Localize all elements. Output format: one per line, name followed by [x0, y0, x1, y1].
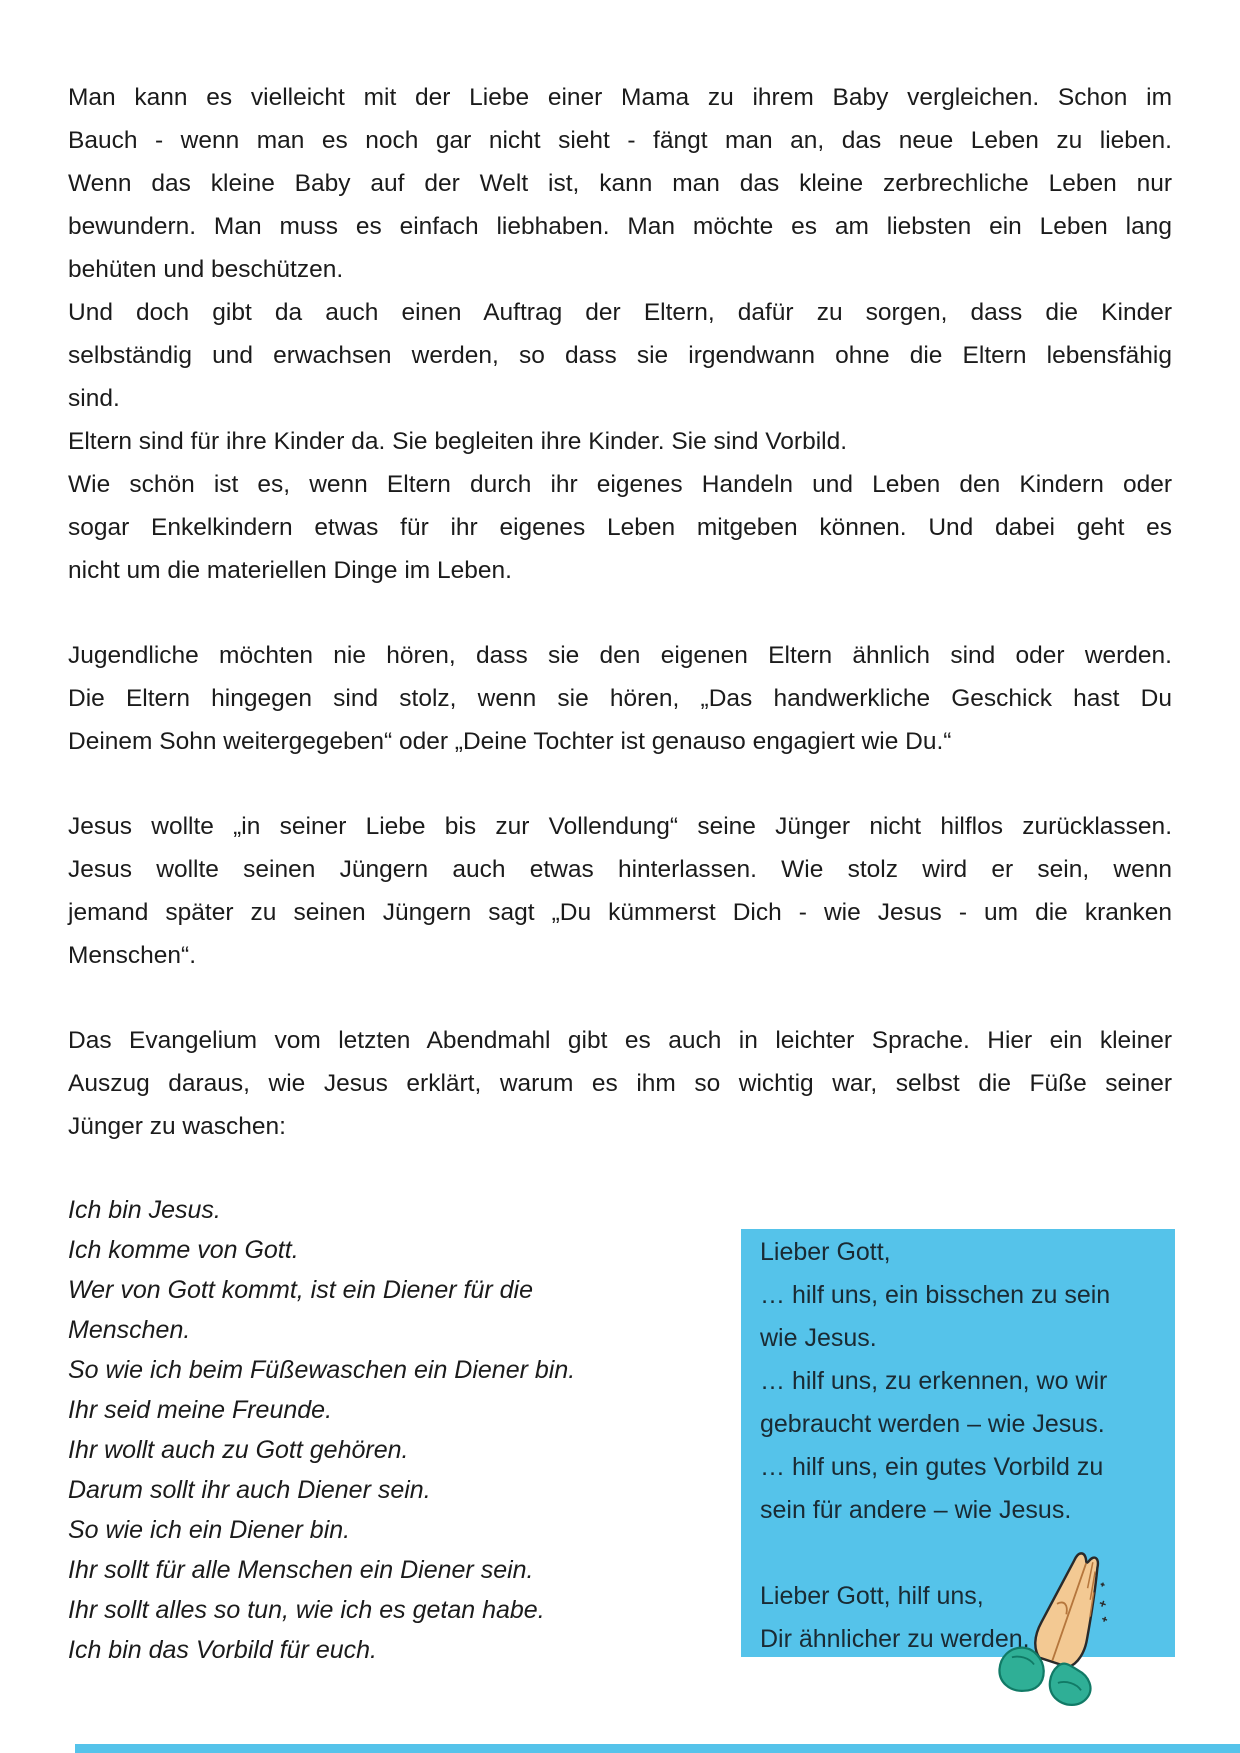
text-line: Auszug daraus, wie Jesus erklärt, warum es ihm so wichtig war, selbst die Füße seiner	[68, 1070, 1172, 1097]
prayer-line: … hilf uns, zu erkennen, wo wir	[760, 1367, 1108, 1395]
paragraph	[68, 463, 1172, 592]
poem-line: Ihr sollt für alle Menschen ein Diener sein.	[68, 1556, 534, 1584]
text-line: Bauch - wenn man es noch gar nicht sieht - fängt man an, das neue Leben zu lieben.	[68, 127, 1172, 154]
paragraph	[68, 634, 1172, 763]
text-line: sogar Enkelkindern etwas für ihr eigenes Leben mitgeben können. Und dabei geht es	[68, 514, 1172, 541]
paragraph	[68, 162, 1172, 291]
paragraph	[68, 805, 1172, 977]
prayer-line: Lieber Gott,	[760, 1238, 891, 1266]
paragraph	[68, 291, 1172, 420]
text-line: selbständig und erwachsen werden, so dass sie irgendwann ohne die Eltern lebensfähig	[68, 342, 1172, 369]
text-line: behüten und beschützen.	[68, 256, 344, 283]
text-line: Und doch gibt da auch einen Auftrag der Eltern, dafür zu sorgen, dass die Kinder	[68, 299, 1172, 326]
text-line: Wenn das kleine Baby auf der Welt ist, kann man das kleine zerbrechliche Leben nur	[68, 170, 1172, 197]
text-line: Jugendliche möchten nie hören, dass sie den eigenen Eltern ähnlich sind oder werden.	[68, 642, 1172, 669]
text-line: Deinem Sohn weitergegeben“ oder „Deine Tochter ist genauso engagiert wie Du.“	[68, 728, 952, 755]
prayer-line: Dir ähnlicher zu werden.	[760, 1625, 1030, 1653]
poem-line: Wer von Gott kommt, ist ein Diener für die	[68, 1276, 533, 1304]
text-line: Jünger zu waschen:	[68, 1113, 286, 1140]
poem-line: So wie ich beim Füßewaschen ein Diener bin.	[68, 1356, 576, 1384]
text-line: Jesus wollte seinen Jüngern auch etwas hinterlassen. Wie stolz wird er sein, wenn	[68, 856, 1172, 883]
text-line: Jesus wollte „in seiner Liebe bis zur Vollendung“ seine Jünger nicht hilflos zurücklassen.	[68, 813, 1172, 840]
text-line: Menschen“.	[68, 942, 197, 969]
text-line: sind.	[68, 385, 120, 412]
paragraph	[68, 1019, 1172, 1148]
prayer-line: gebraucht werden – wie Jesus.	[760, 1410, 1105, 1438]
poem-line: Ihr sollt alles so tun, wie ich es getan habe.	[68, 1596, 545, 1624]
text-line: Man kann es vielleicht mit der Liebe einer Mama zu ihrem Baby vergleichen. Schon im	[68, 84, 1172, 111]
prayer-line: sein für andere – wie Jesus.	[760, 1496, 1072, 1524]
poem-line: Ich bin das Vorbild für euch.	[68, 1636, 377, 1664]
text-line: jemand später zu seinen Jüngern sagt „Du kümmerst Dich - wie Jesus - um die kranken	[68, 899, 1172, 926]
prayer-line: wie Jesus.	[760, 1324, 877, 1352]
poem-line: Darum sollt ihr auch Diener sein.	[68, 1476, 431, 1504]
next-section-strip	[75, 1744, 1240, 1753]
paragraph	[68, 76, 1172, 162]
text-line: Die Eltern hingegen sind stolz, wenn sie hören, „Das handwerkliche Geschick hast Du	[68, 685, 1172, 712]
poem-line: Ihr wollt auch zu Gott gehören.	[68, 1436, 409, 1464]
text-line: nicht um die materiellen Dinge im Leben.	[68, 557, 512, 584]
prayer-line: … hilf uns, ein gutes Vorbild zu	[760, 1453, 1104, 1481]
poem-line: Ihr seid meine Freunde.	[68, 1396, 333, 1424]
prayer-line: Lieber Gott, hilf uns,	[760, 1582, 984, 1610]
text-line: Das Evangelium vom letzten Abendmahl gibt es auch in leichter Sprache. Hier ein kleiner	[68, 1027, 1172, 1054]
praying-hands-icon	[993, 1546, 1133, 1708]
text-line: bewundern. Man muss es einfach liebhaben. Man möchte es am liebsten ein Leben lang	[68, 213, 1172, 240]
poem-line: So wie ich ein Diener bin.	[68, 1516, 351, 1544]
poem-line: Menschen.	[68, 1316, 191, 1344]
text-line: Eltern sind für ihre Kinder da. Sie begleiten ihre Kinder. Sie sind Vorbild.	[68, 428, 848, 455]
poem-line: Ich bin Jesus.	[68, 1196, 221, 1224]
poem-line: Ich komme von Gott.	[68, 1236, 299, 1264]
prayer-line: … hilf uns, ein bisschen zu sein	[760, 1281, 1111, 1309]
paragraph	[68, 420, 1172, 463]
text-line: Wie schön ist es, wenn Eltern durch ihr eigenes Handeln und Leben den Kindern oder	[68, 471, 1172, 498]
